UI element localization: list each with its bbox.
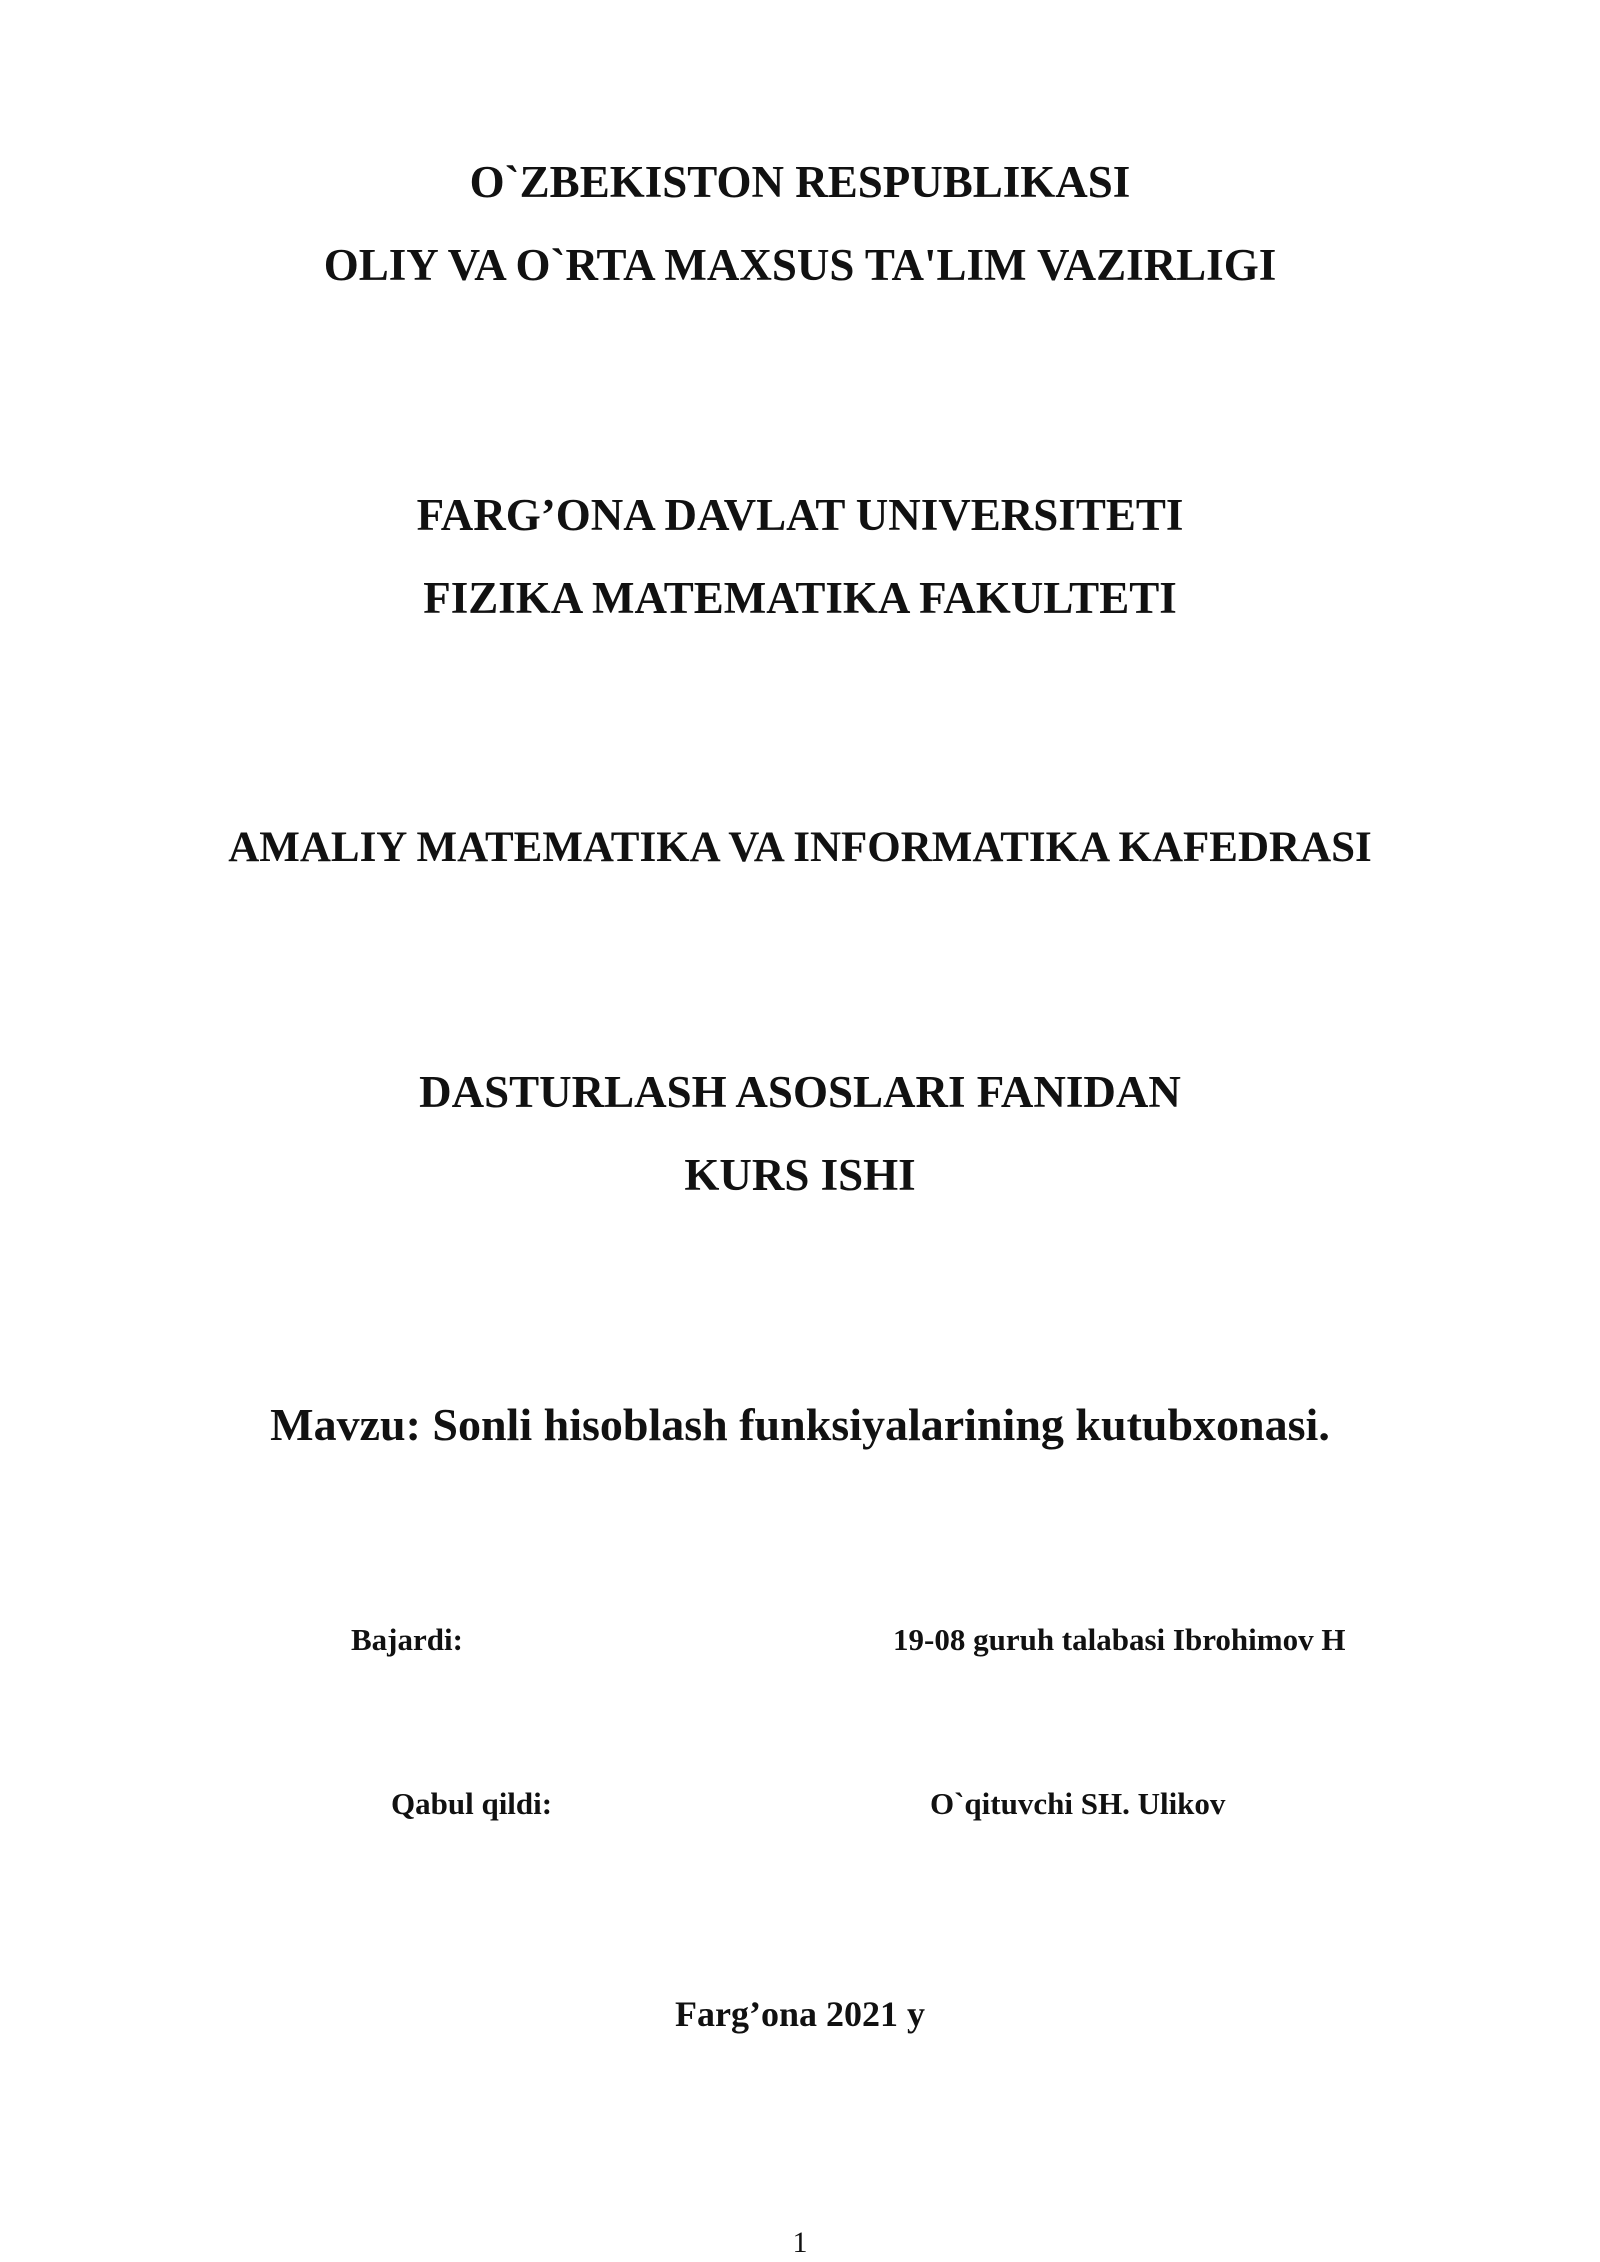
topic-heading: Mavzu: Sonli hisoblash funksiyalarining kutubxonasi. [270,1399,1330,1450]
university-heading: FARG’ONA DAVLAT UNIVERSITETI [416,490,1184,540]
department-heading: AMALIY MATEMATIKA VA INFORMATIKA KAFEDRASI [228,824,1372,871]
faculty-heading: FIZIKA MATEMATIKA FAKULTETI [423,573,1177,623]
performed-value: 19-08 guruh talabasi Ibrohimov H [893,1622,1346,1657]
performed-label: Bajardi: [351,1622,463,1657]
page-number: 1 [792,2226,808,2259]
accepted-value: O`qituvchi SH. Ulikov [930,1786,1226,1821]
place-year: Farg’ona 2021 y [675,1994,925,2034]
accepted-label: Qabul qildi: [391,1786,553,1821]
work-type-heading: KURS ISHI [684,1150,916,1200]
ministry-heading: OLIY VA O`RTA MAXSUS TA'LIM VAZIRLIGI [323,240,1277,290]
subject-heading: DASTURLASH ASOSLARI FANIDAN [419,1067,1181,1117]
country-heading: O`ZBEKISTON RESPUBLIKASI [469,157,1131,207]
